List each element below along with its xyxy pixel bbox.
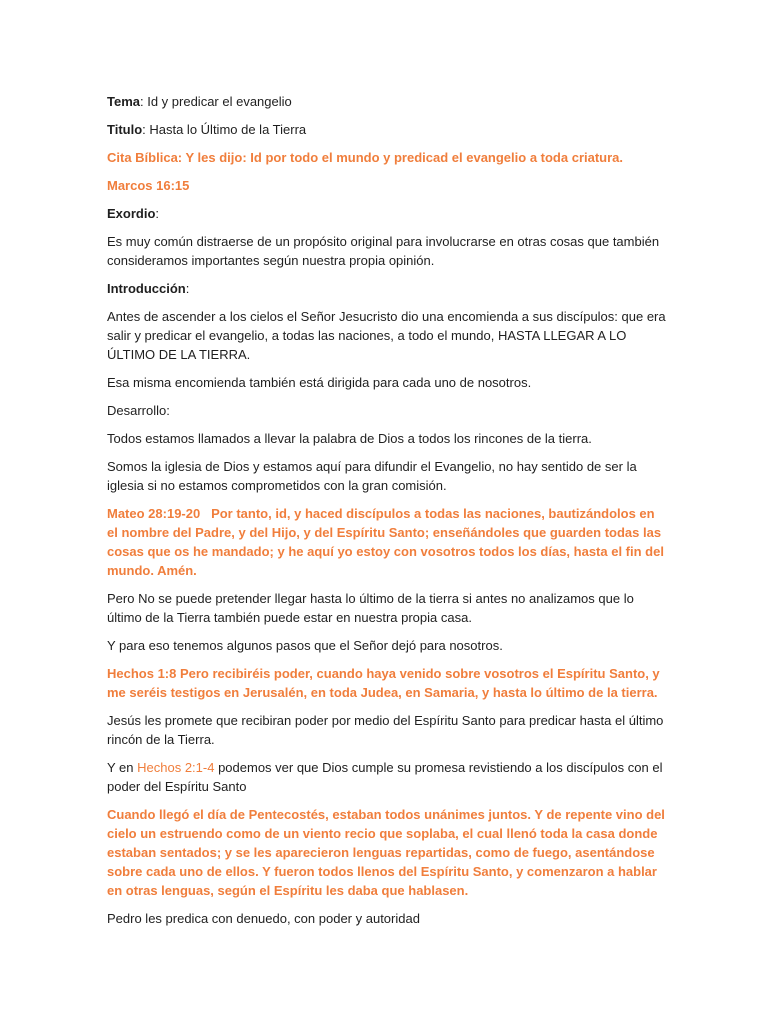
pasos-paragraph: Y para eso tenemos algunos pasos que el Señor dejó para nosotros. xyxy=(107,638,503,653)
mateo-quote xyxy=(107,504,667,580)
pedro-paragraph: Pedro les predica con denuedo, con poder y autoridad xyxy=(107,911,420,926)
mateo-reference: Mateo 28:19-20 xyxy=(107,506,201,521)
titulo-value: : Hasta lo Último de la Tierra xyxy=(142,122,307,137)
tema-value: : Id y predicar el evangelio xyxy=(140,94,292,109)
hechos-2-paragraph xyxy=(107,758,667,796)
document-body xyxy=(107,92,667,937)
desarrollo-heading: Desarrollo: xyxy=(107,403,170,418)
yen-suffix: podemos ver que Dios cumple su promesa revistiendo a los discípulos con el poder del Espíritu Santo xyxy=(107,760,663,794)
pero-paragraph: Pero No se puede pretender llegar hasta lo último de la tierra si antes no analizamos que lo último de la Tierra también puede estar en nuestra propia casa. xyxy=(107,591,634,625)
hechos-2-reference: Hechos 2:1-4 xyxy=(137,760,215,775)
somos-paragraph: Somos la iglesia de Dios y estamos aquí para difundir el Evangelio, no hay sentido de ser la iglesia si no estamos comprometidos con la gran comisión. xyxy=(107,459,637,493)
exordio-label: Exordio xyxy=(107,206,156,221)
encomienda-paragraph: Esa misma encomienda también está dirigida para cada uno de nosotros. xyxy=(107,375,532,390)
introduccion-colon: : xyxy=(185,281,190,296)
cita-biblica: Cita Bíblica: Y les dijo: Id por todo el mundo y predicad el evangelio a toda criatura. xyxy=(107,150,624,165)
cita-reference: Marcos 16:15 xyxy=(107,178,190,193)
introduccion-heading xyxy=(107,279,667,298)
hechos-1-8-quote: Hechos 1:8 Pero recibiréis poder, cuando haya venido sobre vosotros el Espíritu Santo, y me seréis testigos en Jerusalén, en toda Judea, en Samaria, y hasta lo último de la tierra. xyxy=(107,666,660,700)
titulo-label: Titulo xyxy=(107,122,143,137)
jesus-paragraph: Jesús les promete que recibiran poder por medio del Espíritu Santo para predicar hasta el último rincón de la Tierra. xyxy=(107,713,664,747)
exordio-colon: : xyxy=(155,206,160,221)
mateo-text: Por tanto, id, y haced discípulos a todas las naciones, bautizándolos en el nombre del Padre, y del Hijo, y del Espíritu Santo; enseñándoles que guarden todas las cosas que os he mandado; y he aquí yo estoy con vosotros todos los días, hasta el fin del mundo. Amén. xyxy=(107,506,664,578)
todos-paragraph: Todos estamos llamados a llevar la palabra de Dios a todos los rincones de la tierra. xyxy=(107,431,592,446)
tema-label: Tema xyxy=(107,94,140,109)
introduccion-label: Introducción xyxy=(107,281,186,296)
exordio-paragraph: Es muy común distraerse de un propósito original para involucrarse en otras cosas que también consideramos importantes según nuestra propia opinión. xyxy=(107,234,660,268)
pentecostes-quote: Cuando llegó el día de Pentecostés, estaban todos unánimes juntos. Y de repente vino del cielo un estruendo como de un viento recio que soplaba, el cual llenó toda la casa donde estaban sentados; y se les aparecieron lenguas repartidas, como de fuego, asentándose sobre cada uno de ellos. Y fueron todos llenos del Espíritu Santo, y comenzaron a hablar en otras lenguas, según el Espíritu les daba que hablasen. xyxy=(107,807,665,898)
exordio-heading xyxy=(107,204,667,223)
introduccion-paragraph: Antes de ascender a los cielos el Señor Jesucristo dio una encomienda a sus discípulos: que era salir y predicar el evangelio, a todas las naciones, a todo el mundo, HASTA LLEGAR A LO ÚLTIMO DE LA TIERRA. xyxy=(107,309,666,362)
yen-prefix: Y en xyxy=(107,760,138,775)
titulo-line xyxy=(107,120,667,139)
tema-line xyxy=(107,92,667,111)
